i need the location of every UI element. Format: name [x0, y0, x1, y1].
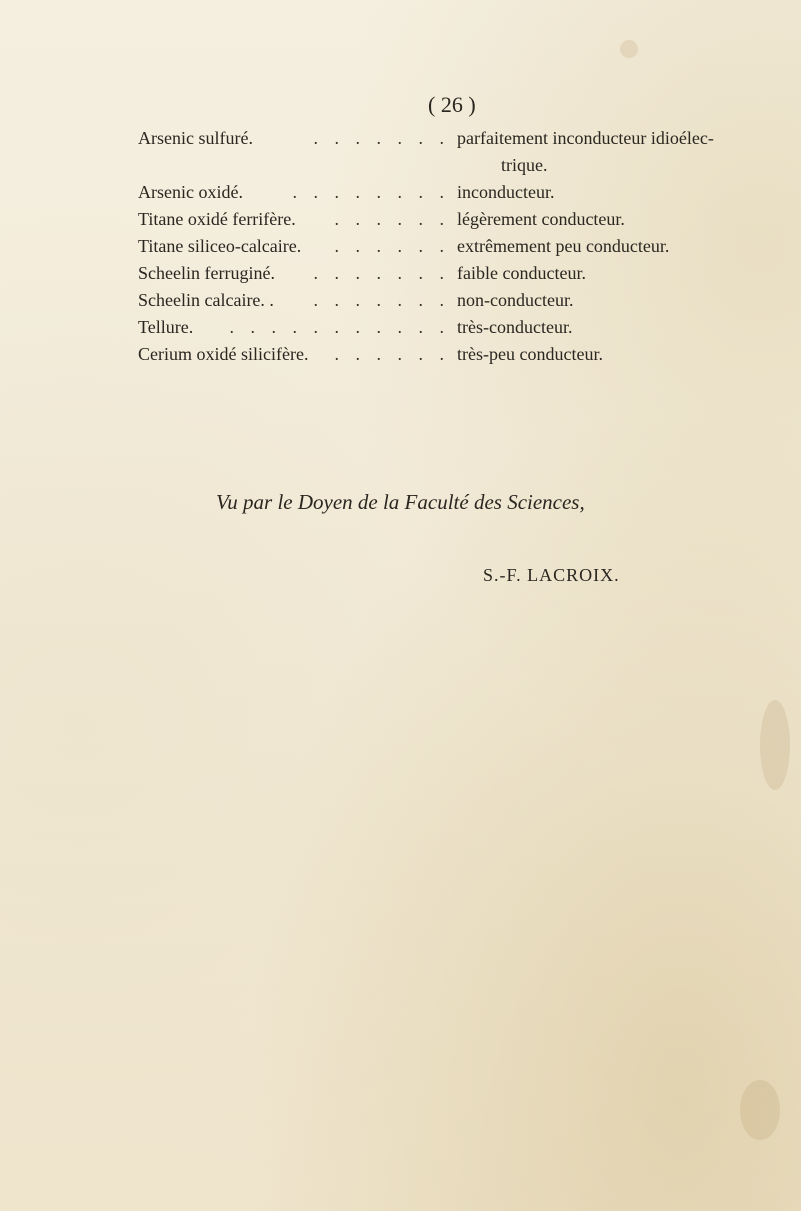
property-continuation: trique.: [501, 155, 548, 175]
conductivity-property: non-conducteur.: [457, 290, 574, 310]
mineral-name: Cerium oxidé silicifère.: [138, 344, 309, 364]
table-row: [138, 179, 778, 206]
signer-name: S.-F. LACROIX.: [483, 565, 620, 585]
table-row: [138, 125, 778, 179]
conductivity-property: très-peu conducteur.: [457, 344, 603, 364]
dot-leader: . . . . . .: [334, 344, 450, 364]
mineral-name: Titane oxidé ferrifère.: [138, 209, 296, 229]
paper-stain: [760, 700, 790, 790]
dot-leader: . . . . . . .: [313, 263, 450, 283]
table-row: [138, 287, 778, 314]
dot-leader: . . . . . .: [334, 209, 450, 229]
mineral-name: Arsenic sulfuré.: [138, 128, 253, 148]
conductivity-table: [138, 125, 778, 368]
table-row: [138, 314, 778, 341]
mineral-name: Scheelin calcaire. .: [138, 290, 274, 310]
table-row: [138, 341, 778, 368]
mineral-name: Tellure.: [138, 317, 194, 337]
dot-leader: . . . . . . .: [313, 290, 450, 310]
mineral-name: Scheelin ferruginé.: [138, 263, 275, 283]
dot-leader: . . . . . . .: [313, 128, 450, 148]
page-number: ( 26 ): [428, 92, 476, 117]
paper-stain: [620, 40, 638, 58]
paper-stain: [740, 1080, 780, 1140]
approval-statement: Vu par le Doyen de la Faculté des Sciences,: [216, 490, 585, 514]
dot-leader: . . . . . . . . . . .: [229, 317, 450, 337]
table-row: [138, 260, 778, 287]
mineral-name: Titane siliceo-calcaire.: [138, 236, 302, 256]
mineral-name: Arsenic oxidé.: [138, 182, 243, 202]
table-row: [138, 233, 778, 260]
conductivity-property: faible conducteur.: [457, 263, 586, 283]
conductivity-property: très-conducteur.: [457, 317, 573, 337]
property-text: parfaitement inconducteur idioélec-: [457, 128, 714, 148]
conductivity-property: extrêmement peu conducteur.: [457, 236, 670, 256]
conductivity-property: [457, 125, 787, 179]
dot-leader: . . . . . . . .: [292, 182, 450, 202]
table-row: [138, 206, 778, 233]
conductivity-property: légèrement conducteur.: [457, 209, 625, 229]
dot-leader: . . . . . .: [334, 236, 450, 256]
conductivity-property: inconducteur.: [457, 182, 555, 202]
